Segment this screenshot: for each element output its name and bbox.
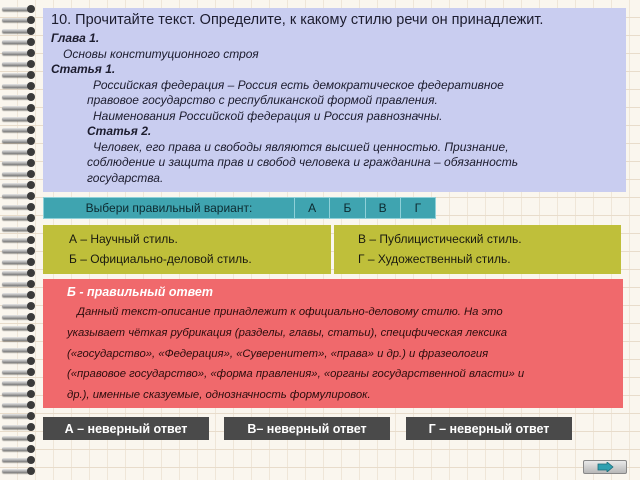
- article-1-line-3: Наименования Российской федерация и Россия равнозначны.: [93, 108, 443, 123]
- explanation-line-1: Данный текст-описание принадлежит к официально-деловому стилю. На это: [77, 306, 503, 318]
- binding-ring: [2, 136, 34, 146]
- binding-ring: [2, 114, 34, 124]
- binding-ring: [2, 180, 34, 190]
- binding-ring: [2, 213, 34, 223]
- binding-ring: [2, 103, 34, 113]
- article-2-heading: Статья 2.: [87, 124, 152, 138]
- explanation-line-5: др.), именные сказуемые, однозначность формулировок.: [67, 389, 371, 402]
- binding-ring: [2, 400, 34, 410]
- correct-answer-explanation: [67, 302, 613, 406]
- binding-ring: [2, 147, 34, 157]
- next-slide-button[interactable]: [583, 460, 627, 474]
- option-v: В – Публицистический стиль.: [358, 232, 522, 246]
- question-panel: [43, 8, 626, 192]
- article-2-line-1: Человек, его права и свободы являются высшей ценностью. Признание,: [93, 139, 509, 154]
- wrong-answer-g-button[interactable]: Г – неверный ответ: [406, 417, 572, 440]
- binding-ring: [2, 26, 34, 36]
- binding-ring: [2, 422, 34, 432]
- binding-ring: [2, 257, 34, 267]
- binding-ring: [2, 312, 34, 322]
- binding-ring: [2, 268, 34, 278]
- binding-ring: [2, 92, 34, 102]
- choice-b-button[interactable]: Б: [329, 198, 364, 218]
- binding-ring: [2, 158, 34, 168]
- binding-ring: [2, 378, 34, 388]
- article-1-line-1: Российская федерация – Россия есть демократическое федеративное: [93, 77, 504, 92]
- explanation-line-3: («государство», «Федерация», «Суверенитет», «права» и др.) и фразеология: [67, 347, 489, 360]
- binding-ring: [2, 345, 34, 355]
- correct-answer-title: Б - правильный ответ: [67, 285, 213, 299]
- binding-ring: [2, 367, 34, 377]
- chapter-heading: Глава 1.: [51, 31, 100, 45]
- binding-ring: [2, 433, 34, 443]
- explanation-line-4: («правовое государство», «форма правления», «органы государственной власти» и: [67, 368, 525, 381]
- binding-ring: [2, 191, 34, 201]
- spiral-binding-icon: [0, 0, 40, 480]
- binding-ring: [2, 15, 34, 25]
- option-g: Г – Художественный стиль.: [358, 252, 511, 266]
- choice-a-button[interactable]: А: [294, 198, 329, 218]
- option-b: Б – Официально-деловой стиль.: [69, 252, 252, 266]
- chapter-title: Основы конституционного строя: [63, 46, 259, 61]
- binding-ring: [2, 48, 34, 58]
- answer-choice-label: Выбери правильный вариант:: [85, 201, 253, 215]
- binding-ring: [2, 323, 34, 333]
- binding-ring: [2, 411, 34, 421]
- binding-ring: [2, 466, 34, 476]
- binding-ring: [2, 37, 34, 47]
- option-a: А – Научный стиль.: [69, 232, 178, 246]
- options-right-panel: [334, 225, 621, 274]
- binding-ring: [2, 169, 34, 179]
- binding-ring: [2, 125, 34, 135]
- article-1-line-2: правовое государство с республиканской формой правления.: [87, 93, 438, 107]
- choice-g-button[interactable]: Г: [400, 198, 435, 218]
- arrow-right-icon: [596, 462, 614, 472]
- article-2-line-2: соблюдение и защита прав и свобод человека и гражданина – обязанность: [87, 155, 519, 169]
- wrong-answer-a-button[interactable]: А – неверный ответ: [43, 417, 209, 440]
- article-2-line-3: государства.: [87, 170, 164, 185]
- answer-choice-bar: [43, 197, 436, 219]
- binding-ring: [2, 301, 34, 311]
- binding-ring: [2, 279, 34, 289]
- binding-ring: [2, 235, 34, 245]
- binding-ring: [2, 59, 34, 69]
- binding-ring: [2, 455, 34, 465]
- correct-answer-panel: [43, 279, 623, 408]
- explanation-line-2: указывает чёткая рубрикация (разделы, главы, статьи), специфическая лексика: [67, 326, 508, 339]
- binding-ring: [2, 356, 34, 366]
- options-left-panel: [43, 225, 331, 274]
- choice-v-button[interactable]: В: [365, 198, 400, 218]
- binding-ring: [2, 70, 34, 80]
- binding-ring: [2, 224, 34, 234]
- wrong-answer-v-button[interactable]: В– неверный ответ: [224, 417, 390, 440]
- binding-ring: [2, 81, 34, 91]
- article-1-heading: Статья 1.: [51, 62, 116, 76]
- binding-ring: [2, 4, 34, 14]
- question-title: 10. Прочитайте текст. Определите, к какому стилю речи он принадлежит.: [51, 12, 544, 28]
- binding-ring: [2, 444, 34, 454]
- binding-ring: [2, 334, 34, 344]
- binding-ring: [2, 202, 34, 212]
- binding-ring: [2, 290, 34, 300]
- binding-ring: [2, 246, 34, 256]
- binding-ring: [2, 389, 34, 399]
